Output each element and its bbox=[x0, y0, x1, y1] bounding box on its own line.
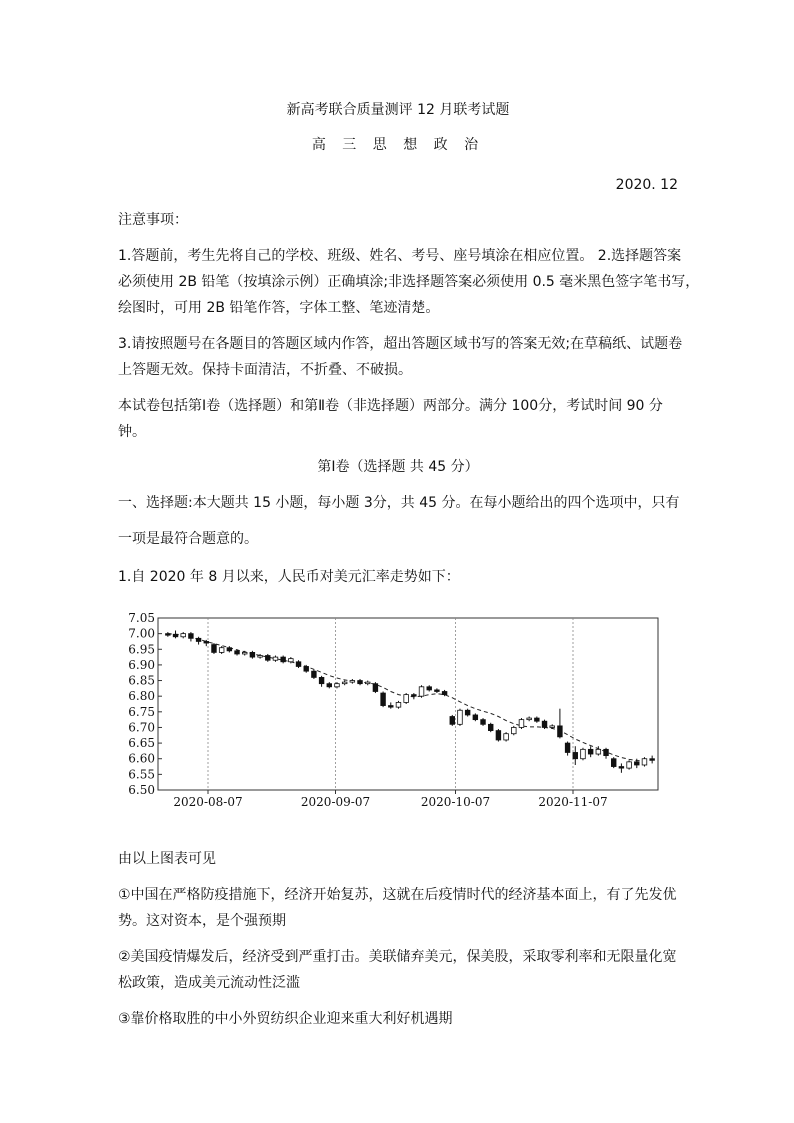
candle-body bbox=[596, 749, 601, 754]
candlestick bbox=[465, 709, 470, 717]
candlestick bbox=[181, 632, 186, 638]
candle-body bbox=[281, 657, 286, 662]
notice-p1-line3: 绘图时，可用 2B 铅笔作答，字体工整、笔迹清楚。 bbox=[118, 300, 440, 316]
plot-frame bbox=[158, 618, 658, 790]
candlestick bbox=[427, 685, 432, 691]
y-tick-label: 6.80 bbox=[128, 689, 155, 704]
option3: ③靠价格取胜的中小外贸纺织企业迎来重大利好机遇期 bbox=[118, 1011, 453, 1027]
y-tick-label: 6.50 bbox=[128, 783, 155, 797]
candlestick bbox=[619, 763, 624, 772]
question1-stem: 1.自 2020 年 8 月以来，人民币对美元汇率走势如下： bbox=[118, 569, 460, 585]
notice-p3-line2: 钟。 bbox=[118, 424, 146, 440]
candle-body bbox=[412, 695, 417, 697]
candle-body bbox=[304, 666, 309, 671]
candle-body bbox=[535, 718, 540, 721]
x-tick-label: 2020-08-07 bbox=[173, 795, 243, 809]
candle-body bbox=[458, 710, 463, 724]
y-tick-label: 6.55 bbox=[128, 767, 155, 782]
y-tick-label: 6.60 bbox=[128, 751, 155, 766]
section1-intro-line2: 一项是最符合题意的。 bbox=[118, 531, 258, 547]
candlestick bbox=[550, 724, 555, 729]
candlestick bbox=[350, 679, 355, 684]
y-tick-label: 6.95 bbox=[128, 642, 155, 657]
exchange-rate-chart bbox=[118, 604, 666, 822]
notice-heading: 注意事项： bbox=[118, 212, 188, 228]
candle-body bbox=[558, 726, 563, 737]
candle-body bbox=[581, 749, 586, 758]
candle-body bbox=[488, 724, 493, 730]
candle-body bbox=[481, 720, 486, 725]
candle-body bbox=[442, 691, 447, 694]
y-tick-label: 6.85 bbox=[128, 673, 155, 688]
candlestick bbox=[396, 701, 401, 709]
candle-body bbox=[196, 638, 201, 641]
candle-body bbox=[496, 731, 501, 740]
candlestick bbox=[388, 702, 393, 708]
candle-body bbox=[258, 656, 263, 658]
candlestick bbox=[373, 682, 378, 693]
candle-body bbox=[419, 687, 424, 696]
candle-body bbox=[365, 682, 370, 684]
candle-body bbox=[296, 662, 301, 667]
candlestick bbox=[473, 713, 478, 721]
candle-body bbox=[319, 677, 324, 683]
candle-body bbox=[504, 734, 509, 740]
notice-p2-line1: 3.请按照题号在各题目的答题区域内作答，超出答题区域书写的答案无效;在草稿纸、试题卷 bbox=[118, 336, 683, 352]
candlestick bbox=[219, 646, 224, 654]
candle-body bbox=[427, 687, 432, 690]
candle-body bbox=[335, 684, 340, 687]
candle-body bbox=[435, 690, 440, 692]
candle-body bbox=[181, 634, 186, 637]
exam-subject: 高 三 思 想 政 治 bbox=[311, 137, 485, 153]
candlestick bbox=[488, 723, 493, 732]
candle-body bbox=[327, 684, 332, 687]
candle-body bbox=[289, 659, 294, 662]
candle-body bbox=[404, 695, 409, 703]
candlestick bbox=[212, 643, 217, 654]
candle-body bbox=[373, 684, 378, 692]
candlestick bbox=[273, 656, 278, 662]
candle-body bbox=[565, 743, 570, 752]
candle-body bbox=[189, 634, 194, 639]
candlestick bbox=[250, 651, 255, 659]
candlestick bbox=[227, 646, 232, 652]
candle-body bbox=[611, 759, 616, 767]
candlestick bbox=[504, 732, 509, 741]
candle-body bbox=[542, 721, 547, 727]
candle-body bbox=[212, 645, 217, 653]
candlestick bbox=[588, 746, 593, 757]
candlestick bbox=[481, 718, 486, 726]
candlestick bbox=[558, 709, 563, 739]
y-tick-label: 6.90 bbox=[128, 657, 155, 672]
candle-body bbox=[350, 681, 355, 683]
x-tick-label: 2020-09-07 bbox=[300, 795, 371, 809]
candlestick bbox=[319, 676, 324, 687]
candlestick bbox=[450, 715, 455, 726]
notice-p2-line2: 上答题无效。保持卡面清洁，不折叠、不破损。 bbox=[118, 362, 412, 378]
section1-intro-line1: 一、选择题:本大题共 15 小题，每小题 3分，共 45 分。在每小题给出的四个选项中，只有 bbox=[118, 495, 680, 511]
candlestick bbox=[535, 717, 540, 723]
candlestick bbox=[412, 693, 417, 699]
candlestick bbox=[365, 681, 370, 686]
candle-body bbox=[381, 693, 386, 706]
candlestick bbox=[611, 757, 616, 768]
candlestick bbox=[404, 693, 409, 704]
y-tick-label: 6.65 bbox=[128, 736, 155, 751]
candlestick bbox=[519, 718, 524, 729]
candlestick bbox=[650, 756, 655, 764]
candle-body bbox=[527, 718, 532, 720]
candle-body bbox=[519, 720, 524, 728]
candlestick bbox=[573, 746, 578, 765]
candle-body bbox=[473, 715, 478, 720]
candlestick bbox=[173, 631, 178, 639]
candle-body bbox=[166, 634, 171, 636]
candle-body bbox=[242, 652, 247, 654]
candlestick bbox=[565, 742, 570, 756]
option1-line2: 势。这对资本，是个强预期 bbox=[118, 913, 286, 929]
x-tick-label: 2020-10-07 bbox=[420, 795, 491, 809]
candle-body bbox=[227, 648, 232, 651]
candlestick bbox=[265, 654, 270, 662]
candlestick bbox=[542, 720, 547, 729]
candle-body bbox=[604, 749, 609, 755]
candle-body bbox=[642, 759, 647, 765]
notice-p3-line1: 本试卷包括第Ⅰ卷（选择题）和第Ⅱ卷（非选择题）两部分。满分 100分，考试时间 90 分 bbox=[118, 398, 663, 414]
notice-p1-line1: 1.答题前，考生先将自己的学校、班级、姓名、考号、座号填涂在相应位置。 2.选择题答案 bbox=[118, 248, 682, 264]
candle-body bbox=[619, 767, 624, 769]
candlestick bbox=[435, 688, 440, 693]
candle-body bbox=[250, 652, 255, 657]
candle-body bbox=[312, 671, 317, 677]
candlestick bbox=[327, 682, 332, 688]
candle-body bbox=[388, 706, 393, 708]
exam-title: 新高考联合质量测评 12 月联考试题 bbox=[286, 102, 510, 118]
candlestick bbox=[342, 681, 347, 686]
candlestick bbox=[312, 670, 317, 679]
candle-body bbox=[265, 656, 270, 661]
candlestick bbox=[166, 632, 171, 637]
candlestick bbox=[381, 691, 386, 707]
candle-body bbox=[273, 657, 278, 660]
candle-body bbox=[588, 749, 593, 754]
candlestick bbox=[627, 760, 632, 769]
option1-line1: ①中国在严格防疫措施下，经济开始复苏，这就在后疫情时代的经济基本面上，有了先发优 bbox=[118, 887, 677, 903]
y-tick-label: 7.00 bbox=[128, 626, 155, 641]
candle-body bbox=[173, 634, 178, 637]
candle-body bbox=[219, 648, 224, 653]
candlestick bbox=[496, 729, 501, 742]
candle-body bbox=[465, 710, 470, 715]
candle-body bbox=[450, 717, 455, 725]
candle-body bbox=[396, 702, 401, 707]
notice-p1-line2: 必须使用 2B 铅笔（按填涂示例）正确填涂;非选择题答案必须使用 0.5 毫米黑色签字笔书写， bbox=[118, 274, 700, 290]
candlestick bbox=[196, 637, 201, 645]
option2-line1: ②美国疫情爆发后，经济受到严重打击。美联储弃美元，保美股，采取零利率和无限量化宽 bbox=[118, 949, 677, 965]
candle-body bbox=[650, 759, 655, 761]
candlestick bbox=[358, 679, 363, 685]
exam-date: 2020. 12 bbox=[615, 177, 678, 193]
candle-body bbox=[235, 651, 240, 654]
candlestick bbox=[296, 660, 301, 668]
candle-body bbox=[358, 681, 363, 684]
option2-line2: 松政策，造成美元流动性泛滥 bbox=[118, 975, 300, 991]
candlestick bbox=[458, 709, 463, 726]
y-tick-label: 7.05 bbox=[128, 611, 155, 625]
candle-body bbox=[342, 682, 347, 684]
candlestick bbox=[419, 685, 424, 698]
candle-body bbox=[634, 762, 639, 765]
candlestick bbox=[581, 748, 586, 761]
candlestick bbox=[642, 757, 647, 766]
candlestick bbox=[189, 632, 194, 641]
candle-body bbox=[511, 727, 516, 733]
candle-body bbox=[573, 752, 578, 758]
moving-average-line bbox=[168, 634, 652, 761]
x-tick-label: 2020-11-07 bbox=[538, 795, 608, 809]
candlestick bbox=[281, 656, 286, 664]
candlestick bbox=[527, 717, 532, 722]
candlestick bbox=[511, 726, 516, 735]
candlestick bbox=[604, 748, 609, 759]
candle-body bbox=[550, 726, 555, 728]
y-tick-label: 6.70 bbox=[128, 720, 155, 735]
section1-title: 第Ⅰ卷（选择题 共 45 分） bbox=[317, 459, 479, 475]
candle-body bbox=[627, 762, 632, 768]
candle-body bbox=[204, 641, 209, 643]
question1-lead: 由以上图表可见 bbox=[118, 851, 216, 867]
candlestick bbox=[304, 665, 309, 673]
y-tick-label: 6.75 bbox=[128, 704, 155, 719]
